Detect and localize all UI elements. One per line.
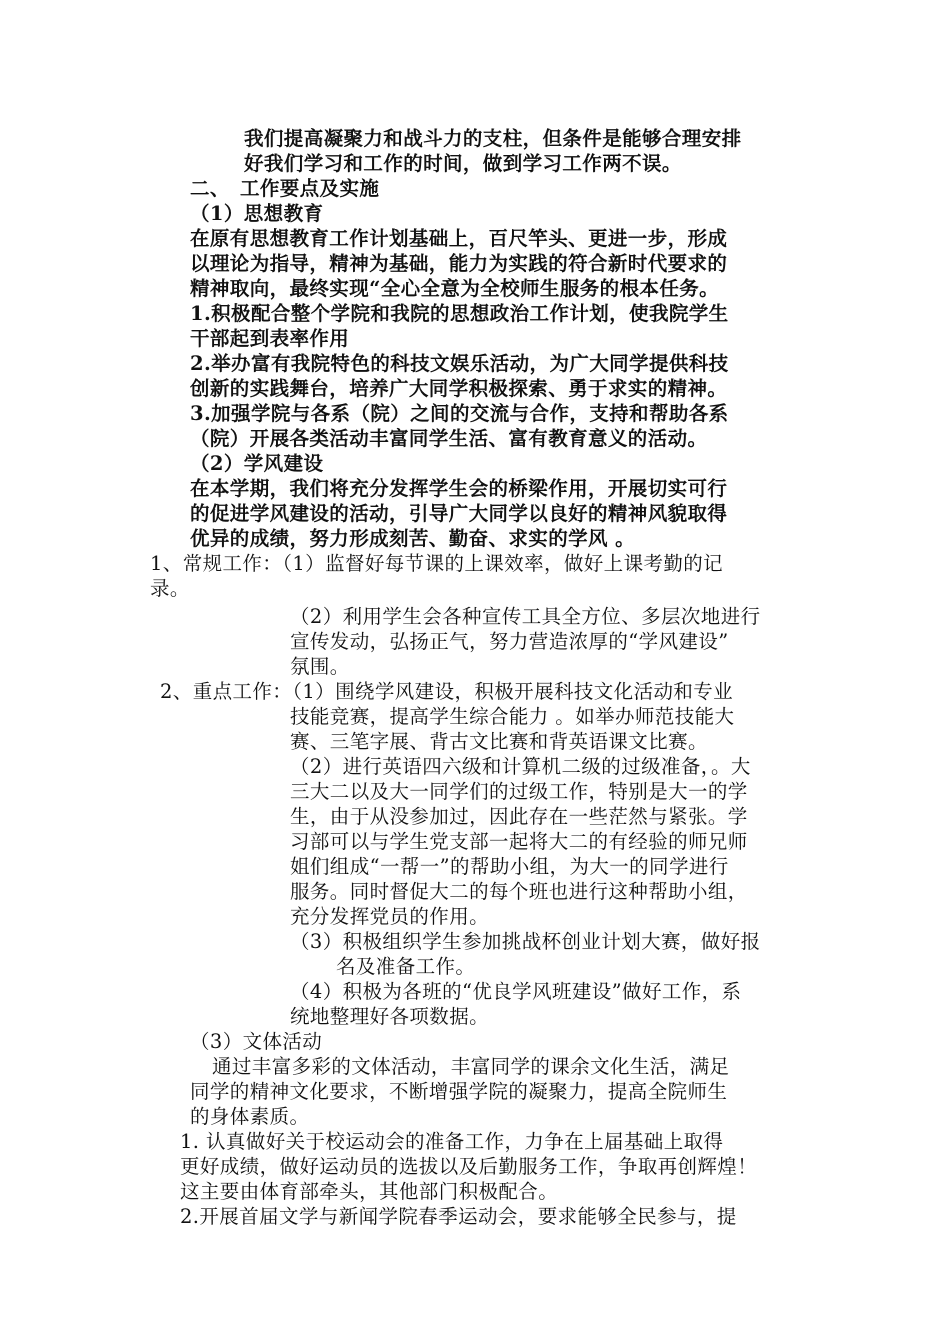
subsection-heading: （2）学风建设	[190, 452, 324, 475]
text-line: 2.开展首届文学与新闻学院春季运动会，要求能够全民参与，提	[180, 1205, 737, 1228]
text-line: 1、常规工作：（1）监督好每节课的上课效率，做好上课考勤的记	[150, 552, 724, 575]
text-line: 精神取向，最终实现“全心全意为全校师生服务的根本任务。	[190, 277, 720, 300]
text-line: 的身体素质。	[190, 1105, 310, 1128]
text-line: 赛、三笔字展、背古文比赛和背英语课文比赛。	[290, 730, 708, 753]
section-heading: 二、 工作要点及实施	[190, 177, 380, 200]
text-line: 在原有思想教育工作计划基础上，百尺竿头、更进一步，形成	[190, 227, 728, 250]
text-line: 以理论为指导，精神为基础，能力为实践的符合新时代要求的	[190, 252, 728, 275]
text-line: 习部可以与学生党支部一起将大二的有经验的师兄师	[290, 830, 748, 853]
subsection-heading: （3）文体活动	[190, 1030, 323, 1053]
text-line: （院）开展各类活动丰富同学生活、富有教育意义的活动。	[190, 427, 708, 450]
text-line: 优异的成绩，努力形成刻苦、勤奋、求实的学风 。	[190, 527, 635, 550]
text-line: 氛围。	[290, 655, 350, 678]
text-line: 同学的精神文化要求，不断增强学院的凝聚力，提高全院师生	[190, 1080, 728, 1103]
text-line: 干部起到表率作用	[190, 327, 350, 350]
text-line: 三大二以及大一同学们的过级工作，特别是大一的学	[290, 780, 748, 803]
text-line: 技能竞赛，提高学生综合能力 。如举办师范技能大	[290, 705, 735, 728]
text-line: 宣传发动，弘扬正气，努力营造浓厚的“学风建设”	[290, 630, 729, 653]
text-line: （2）利用学生会各种宣传工具全方位、多层次地进行	[290, 605, 761, 628]
text-line: （2）进行英语四六级和计算机二级的过级准备，。大	[290, 755, 751, 778]
text-line: 3.加强学院与各系（院）之间的交流与合作，支持和帮助各系	[190, 402, 729, 425]
text-line: 1.积极配合整个学院和我院的思想政治工作计划，使我院学生	[190, 302, 729, 325]
text-line: 通过丰富多彩的文体活动，丰富同学的课余文化生活，满足	[212, 1055, 730, 1078]
text-line: 2、重点工作：（1）围绕学风建设，积极开展科技文化活动和专业	[160, 680, 734, 703]
subsection-heading: （1）思想教育	[190, 202, 324, 225]
text-line: 统地整理好各项数据。	[290, 1005, 490, 1028]
text-line: 生，由于从没参加过，因此存在一些茫然与紧张。学	[290, 805, 748, 828]
text-line: 姐们组成“一帮一”的帮助小组，为大一的同学进行	[290, 855, 729, 878]
text-line: 在本学期，我们将充分发挥学生会的桥梁作用，开展切实可行	[190, 477, 728, 500]
text-line: （3）积极组织学生参加挑战杯创业计划大赛，做好报	[290, 930, 761, 953]
text-line: 1. 认真做好关于校运动会的准备工作，力争在上届基础上取得	[180, 1130, 724, 1153]
text-line: 录。	[150, 577, 190, 600]
text-line: 这主要由体育部牵头，其他部门积极配合。	[180, 1180, 559, 1203]
text-line: 充分发挥党员的作用。	[290, 905, 490, 928]
text-line: 创新的实践舞台，培养广大同学积极探索、勇于求实的精神。	[190, 377, 728, 400]
text-line: 我们提高凝聚力和战斗力的支柱，但条件是能够合理安排	[244, 127, 742, 150]
text-line: 的促进学风建设的活动，引导广大同学以良好的精神风貌取得	[190, 502, 728, 525]
text-line: 更好成绩，做好运动员的选拔以及后勤服务工作，争取再创辉煌！	[180, 1155, 758, 1178]
text-line: 名及准备工作。	[336, 955, 476, 978]
text-line: 服务。同时督促大二的每个班也进行这种帮助小组，	[290, 880, 748, 903]
text-line: 2.举办富有我院特色的科技文娱乐活动，为广大同学提供科技	[190, 352, 729, 375]
text-line: （4）积极为各班的“优良学风班建设”做好工作，系	[290, 980, 742, 1003]
text-line: 好我们学习和工作的时间，做到学习工作两不误。	[244, 152, 682, 175]
